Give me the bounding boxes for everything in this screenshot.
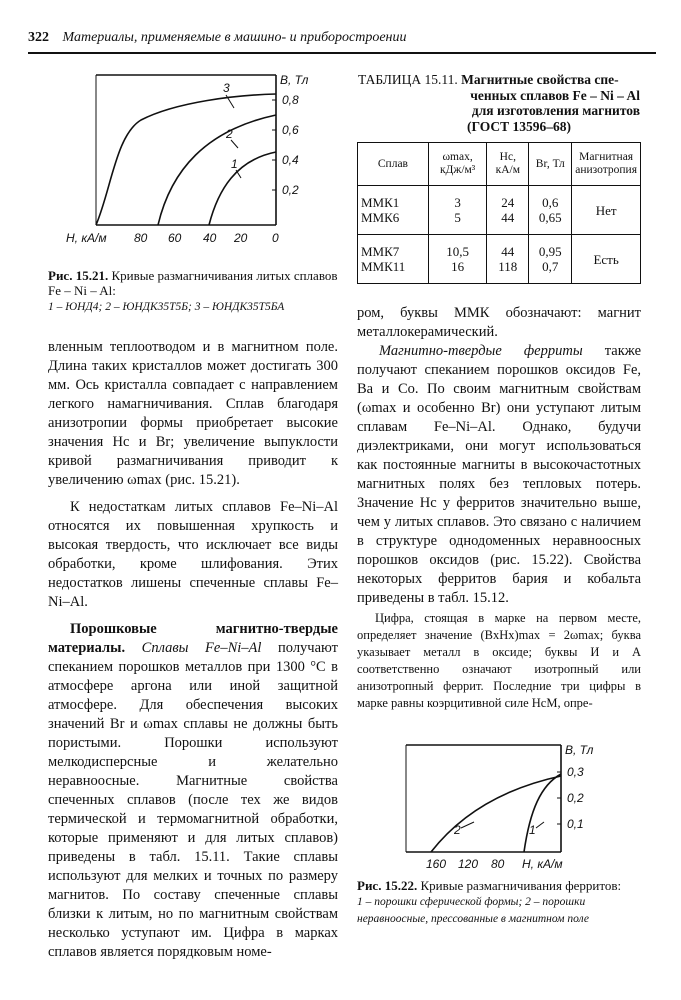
header-rule: [28, 52, 656, 54]
col-header: Hc, кА/м: [487, 143, 529, 186]
col-header: Магнитная анизотропия: [572, 143, 641, 186]
leader-1: [536, 822, 544, 828]
caption-number: Рис. 15.21.: [48, 268, 109, 283]
col-header: ωmax, кДж/м³: [428, 143, 486, 186]
table-row: [358, 186, 641, 235]
figure-15-21: [66, 70, 318, 270]
paragraph: вленным теплоотводом и в магнитном поле. Длина таких кристаллов может достигать 300 мм. Ось кристалла совпадает с направлением легкого намагничивания. Сплав благодаря анизотропии формы приобретает высокие значения Hc и Br; увеличение выпуклости кривой размагничивания приводит к увеличению ωmax (рис. 15.21).: [48, 339, 338, 488]
paragraph-text: получают спеканием порошков металлов при 1300 °С в атмосфере аргона или иной защитной атмосфере. Для обеспечения высоких значений Br и ωmax сплавы не должны быть пористыми. Порошки используют мелкодисперсные и желательно неравноосные. Магнитные свойства спеченных сплавов (после тех же видов термической и термомагнитной обработки, которые применяют и для литых сплавов) приведены в табл. 15.11. Такие сплавы используют для мелких и точных по размеру магнитов. По составу спеченные сплавы близки к литым, но по магнитным свойствам несколько уступают им. Цифра в марках сплавов является порядковым номе-: [48, 640, 339, 960]
caption-legend: 1 – порошки сферической формы; 2 – порошки неравноосные, прессованные в магнитном поле: [357, 896, 589, 925]
cell-anisotropy: Нет: [572, 186, 641, 235]
paragraph: [48, 620, 338, 962]
x-axis-label: H, кА/м: [522, 857, 563, 871]
x-tick: 60: [168, 231, 182, 245]
y-tick: 0,8: [282, 93, 299, 107]
cell-br: 0,65: [538, 210, 562, 225]
curve-1: [524, 774, 561, 852]
y-tick: 0,1: [567, 817, 584, 831]
curve-label-2: 2: [226, 127, 233, 141]
table-title-3: для изготовления магнитов: [471, 103, 640, 118]
cell-hc: 44: [501, 244, 515, 259]
table-row: [358, 235, 641, 284]
curve-label-3: 3: [223, 81, 230, 95]
running-title: Материалы, применяемые в машино- и приборостроении: [62, 30, 407, 45]
page-number: 322: [28, 30, 49, 45]
cell-br: 0,95: [538, 244, 562, 259]
x-tick: 160: [426, 857, 447, 871]
curve-3: [96, 94, 276, 225]
cell-wmax: 10,5: [446, 244, 469, 259]
cell-br: 0,7: [542, 259, 559, 274]
cell-hc: 44: [501, 210, 515, 225]
paragraph-text: также получают спеканием порошков оксидов Fe, Ba и Co. По своим магнитным свойствам (ωmax и особенно Br) они уступают литым сплавам Fe–Ni–Al. Однако, будучи диэлектриками, они могут использоваться как постоянные магниты в высокочастотных магнитных полях без тепловых потерь. Значение Hc у ферритов значительно выше, чем у литых сплавов. Это связано с наличием в структуре однодоменных неравноосных порошков оксидов (рис. 15.22). Свойства некоторых ферритов бария и кобальта приведены в табл. 15.12.: [357, 343, 642, 606]
italic-term: Сплавы Fe–Ni–Al: [141, 640, 262, 656]
table-15-11: [357, 142, 641, 284]
y-tick: 0,3: [567, 765, 584, 779]
curve-1: [209, 152, 276, 225]
leader-2: [461, 822, 474, 828]
x-tick: 0: [272, 231, 279, 245]
table-title-4: (ГОСТ 13596–68): [466, 118, 572, 134]
x-tick: 80: [134, 231, 148, 245]
col-header: Сплав: [358, 143, 429, 186]
table-header-row: [358, 143, 641, 186]
cell-br: 0,6: [542, 195, 559, 210]
curve-label-2: 2: [454, 823, 461, 837]
italic-term: Магнитно-твердые ферриты: [379, 343, 583, 359]
caption-number: Рис. 15.22.: [357, 878, 418, 893]
cell-anisotropy: Есть: [572, 235, 641, 284]
y-tick: 0,2: [282, 183, 299, 197]
cell-wmax: 5: [454, 210, 461, 225]
page-header: [28, 30, 656, 46]
paragraph: ром, буквы ММК обозначают: магнит металлокерамический.: [357, 305, 641, 340]
figure-15-21-caption: [48, 268, 338, 315]
figure-15-22-caption: [357, 878, 641, 927]
section-heading: Порошковые магнитно-твердые материалы.: [48, 621, 338, 656]
x-tick: 120: [458, 857, 479, 871]
curve-label-1: 1: [231, 157, 238, 171]
curve-2: [431, 776, 561, 852]
caption-legend: 1 – ЮНД4; 2 – ЮНДК35Т5Б; 3 – ЮНДК35Т5БА: [48, 301, 285, 313]
curve-label-1: 1: [529, 823, 536, 837]
x-axis-label: H, кА/м: [66, 231, 107, 245]
right-column: [357, 304, 641, 608]
cell-alloy: ММК11: [361, 259, 406, 274]
curve-2: [158, 115, 276, 225]
cell-alloy: ММК7: [361, 244, 400, 259]
paragraph: [357, 342, 641, 608]
y-axis-label: B, Тл: [280, 73, 309, 87]
y-tick: 0,2: [567, 791, 584, 805]
y-tick: 0,4: [282, 153, 299, 167]
cell-alloy: ММК1: [361, 195, 400, 210]
y-axis-label: B, Тл: [565, 743, 594, 757]
col-header: Br, Тл: [529, 143, 572, 186]
footnote-paragraph: Цифра, стоящая в марке на первом месте, определяет значение (BxHx)max = 2ωmax; буква указывает металл в оксиде; буквы И и А соответственно означают изотропный или анизотропный феррит. Последние три цифры в марке равны коэрцитивной силе HcM, опре-: [357, 611, 641, 710]
x-tick: 40: [203, 231, 217, 245]
figure-15-22: [396, 740, 646, 880]
left-column: [48, 338, 338, 962]
table-title-1: Магнитные свойства спе-: [461, 72, 619, 87]
paragraph: К недостаткам литых сплавов Fe–Ni–Al относятся их повышенная хрупкость и высокая твердость, что исключает все виды обработки, кроме шлифования. Этих недостатков лишены спеченные сплавы Fe–Ni–Al.: [48, 499, 338, 610]
cell-hc: 24: [501, 195, 515, 210]
y-tick: 0,6: [282, 123, 299, 137]
table-title-2: ченных сплавов Fe – Ni – Al: [470, 87, 640, 103]
cell-hc: 118: [498, 259, 518, 274]
table-15-11-caption: [358, 72, 640, 134]
caption-text: Кривые размагничивания литых сплавов Fe – Ni – Al:: [48, 268, 338, 298]
leader-2: [231, 140, 238, 148]
cell-wmax: 16: [451, 259, 465, 274]
caption-text: Кривые размагничивания ферритов:: [420, 878, 622, 893]
x-tick: 80: [491, 857, 505, 871]
table-label: ТАБЛИЦА 15.11.: [358, 72, 458, 87]
cell-wmax: 3: [454, 195, 461, 210]
x-tick: 20: [234, 231, 248, 245]
cell-alloy: ММК6: [361, 210, 400, 225]
